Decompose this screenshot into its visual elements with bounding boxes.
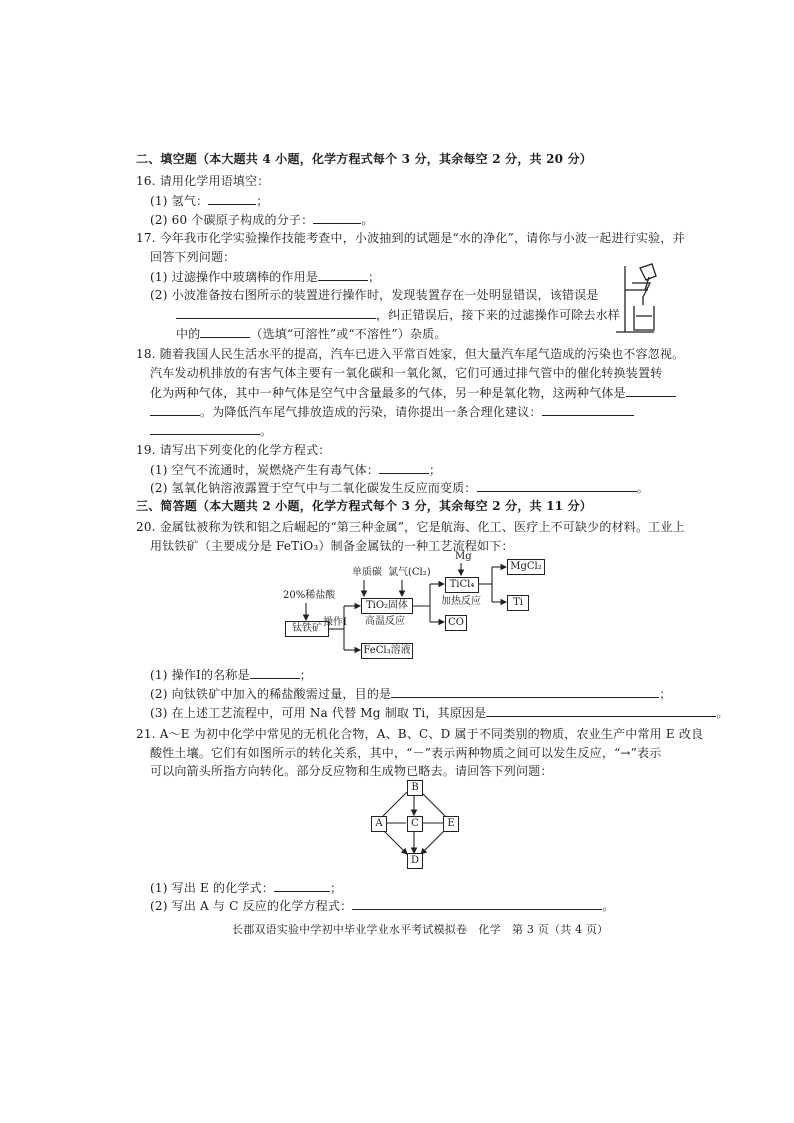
q18-line3-text: 化为两种气体，其中一种气体是空气中含量最多的气体，另一种是氧化物，这两种气体是 bbox=[150, 386, 626, 400]
flow-ti-box: Ti bbox=[507, 595, 529, 611]
q21-part2-end: 。 bbox=[602, 899, 615, 913]
q20-part2 bbox=[150, 686, 671, 701]
flow-ticl4-box: TiCl₄ bbox=[445, 577, 479, 593]
q18-answer1-blank[interactable] bbox=[626, 385, 676, 397]
q19-part2-label: (2) 氢氧化钠溶液露置于空气中与二氧化碳发生反应而变质： bbox=[150, 481, 477, 495]
q18-line1: 18. 随着我国人民生活水平的提高，汽车已进入平常百姓家，但大量汽车尾气造成的污染也不容忽视。 bbox=[136, 347, 685, 361]
q20-part2-end: ； bbox=[659, 687, 672, 701]
q19-stem: 19. 请写出下列变化的化学方程式： bbox=[136, 443, 331, 457]
q19-part2-end: 。 bbox=[636, 481, 649, 495]
q19-answer1-blank[interactable] bbox=[379, 462, 429, 474]
q21-part1 bbox=[150, 880, 342, 895]
q20-part3 bbox=[150, 705, 729, 720]
q19-part1-label: (1) 空气不流通时，炭燃烧产生有毒气体： bbox=[150, 463, 380, 477]
section-2-header: 二、填空题（本大题共 4 小题，化学方程式每个 3 分，其余每空 2 分，共 20 分） bbox=[136, 152, 592, 166]
section-3-header: 三、简答题（本大题共 2 小题，化学方程式每个 3 分，其余每空 2 分，共 11 分） bbox=[136, 499, 592, 513]
flow-co-box: CO bbox=[445, 615, 467, 631]
q18-line5 bbox=[150, 423, 272, 438]
q21-answer1-blank[interactable] bbox=[274, 880, 330, 892]
flow-high-temp-label: 高温反应 bbox=[365, 616, 405, 627]
flow-mg-label: Mg bbox=[455, 551, 472, 562]
q16-answer2-blank[interactable] bbox=[313, 212, 361, 224]
q17-line2: 回答下列问题： bbox=[150, 250, 236, 264]
flow-mgcl2-box: MgCl₂ bbox=[507, 559, 545, 575]
flow-fecl3-box: FeCl₃溶液 bbox=[361, 643, 413, 659]
q19-answer2-blank[interactable] bbox=[477, 480, 637, 492]
node-e: E bbox=[443, 816, 459, 832]
q20-answer2-blank[interactable] bbox=[391, 686, 659, 698]
q21-line3: 可以向箭头所指方向转化。部分反应物和生成物已略去。请回答下列问题： bbox=[150, 764, 553, 778]
q21-part2 bbox=[150, 898, 615, 913]
q16-part2-end: 。 bbox=[361, 213, 374, 227]
q19-part1 bbox=[150, 462, 441, 477]
q17-part2-end bbox=[176, 326, 447, 341]
q18-line3 bbox=[150, 385, 676, 400]
flow-cl2-label: 氯气(Cl₂) bbox=[388, 567, 431, 578]
node-d: D bbox=[407, 853, 423, 869]
q17-part2: (2) 小波准备按右图所示的装置进行操作时，发现装置存在一处明显错误，该错误是 bbox=[150, 288, 599, 302]
node-a: A bbox=[371, 816, 387, 832]
node-c: C bbox=[407, 816, 423, 832]
q20-answer3-blank[interactable] bbox=[486, 705, 716, 717]
q21-part1-end: ； bbox=[330, 881, 343, 895]
q17-part1 bbox=[150, 269, 380, 284]
q16-part2 bbox=[150, 212, 374, 227]
q18-line4-text: 。为降低汽车尾气排放造成的污染，请你提出一条合理化建议： bbox=[200, 405, 542, 419]
q21-line1: 21. A～E 为初中化学中常见的无机化合物，A、B、C、D 属于不同类别的物质，农业生产中常用 E 改良 bbox=[136, 727, 704, 741]
q18-line4 bbox=[150, 404, 634, 419]
q20-part2-label: (2) 向钛铁矿中加入的稀盐酸需过量，目的是 bbox=[150, 687, 392, 701]
flow-carbon-label: 单质碳 bbox=[352, 567, 382, 578]
q17-part2-cont-text: ，纠正错误后，接下来的过滤操作可除去水样 bbox=[376, 308, 621, 322]
q16-part2-label: (2) 60 个碳原子构成的分子： bbox=[150, 213, 314, 227]
q19-part2 bbox=[150, 480, 649, 495]
q18-line2: 汽车发动机排放的有害气体主要有一氧化碳和一氧化氮，它们可通过排气管中的催化转换装置转 bbox=[150, 366, 663, 380]
q16-answer1-blank[interactable] bbox=[208, 193, 256, 205]
q17-line1: 17. 今年我市化学实验操作技能考查中，小波抽到的试题是“水的净化”，请你与小波一起进行实验，并 bbox=[136, 231, 685, 245]
q16-part1-end: ； bbox=[256, 194, 269, 208]
q18-answer3-blank[interactable] bbox=[542, 404, 634, 416]
q17-part2-tail: （选填“可溶性”或“不溶性”）杂质。 bbox=[250, 327, 447, 341]
page-footer: 长郡双语实验中学初中毕业学业水平考试模拟卷 化学 第 3 页（共 4 页） bbox=[232, 923, 609, 936]
q17-part2-cont bbox=[176, 307, 620, 322]
q17-answer1-blank[interactable] bbox=[318, 269, 368, 281]
q18-answer2-blank[interactable] bbox=[150, 404, 200, 416]
q19-part1-end: ； bbox=[429, 463, 442, 477]
q16-part1-label: (1) 氢气： bbox=[150, 194, 209, 208]
q17-part2-pre: 中的 bbox=[176, 327, 201, 341]
flow-hcl-label: 20%稀盐酸 bbox=[283, 590, 336, 601]
q20-line1: 20. 金属钛被称为铁和铝之后崛起的“第三种金属”，它是航海、化工、医疗上不可缺少的材料。工业上 bbox=[136, 520, 685, 534]
q21-part1-label: (1) 写出 E 的化学式： bbox=[150, 881, 275, 895]
flow-op1-label: 操作Ⅰ bbox=[323, 617, 347, 628]
q17-answer3-blank[interactable] bbox=[200, 326, 250, 338]
q20-part3-end: 。 bbox=[716, 706, 729, 720]
q18-line5-end: 。 bbox=[260, 424, 273, 438]
q21-answer2-blank[interactable] bbox=[352, 898, 602, 910]
q20-answer1-blank[interactable] bbox=[250, 667, 300, 679]
q21-line2: 酸性土壤。它们有如图所示的转化关系，其中，“－”表示两种物质之间可以发生反应，“→”表示 bbox=[150, 746, 662, 760]
q20-part1-label: (1) 操作Ⅰ的名称是 bbox=[150, 668, 250, 682]
q20-line2: 用钛铁矿（主要成分是 FeTiO₃）制备金属钛的一种工艺流程如下： bbox=[150, 539, 514, 553]
q20-part1 bbox=[150, 667, 312, 682]
q17-answer2-blank[interactable] bbox=[176, 307, 376, 319]
flow-ore-box: 钛铁矿 bbox=[285, 621, 329, 637]
q21-part2-label: (2) 写出 A 与 C 反应的化学方程式： bbox=[150, 899, 353, 913]
q20-part1-end: ； bbox=[299, 668, 312, 682]
node-b: B bbox=[407, 780, 423, 796]
q17-part1-end: ； bbox=[368, 270, 381, 284]
q20-part3-label: (3) 在上述工艺流程中，可用 Na 代替 Mg 制取 Ti，其原因是 bbox=[150, 706, 487, 720]
flow-tio2-box: TiO₂固体 bbox=[361, 598, 413, 614]
q17-part1-label: (1) 过滤操作中玻璃棒的作用是 bbox=[150, 270, 319, 284]
q16-part1 bbox=[150, 193, 268, 208]
q18-answer3-cont-blank[interactable] bbox=[150, 423, 260, 435]
q16-stem: 16. 请用化学用语填空： bbox=[136, 174, 270, 188]
flow-heat-label: 加热反应 bbox=[441, 596, 481, 607]
